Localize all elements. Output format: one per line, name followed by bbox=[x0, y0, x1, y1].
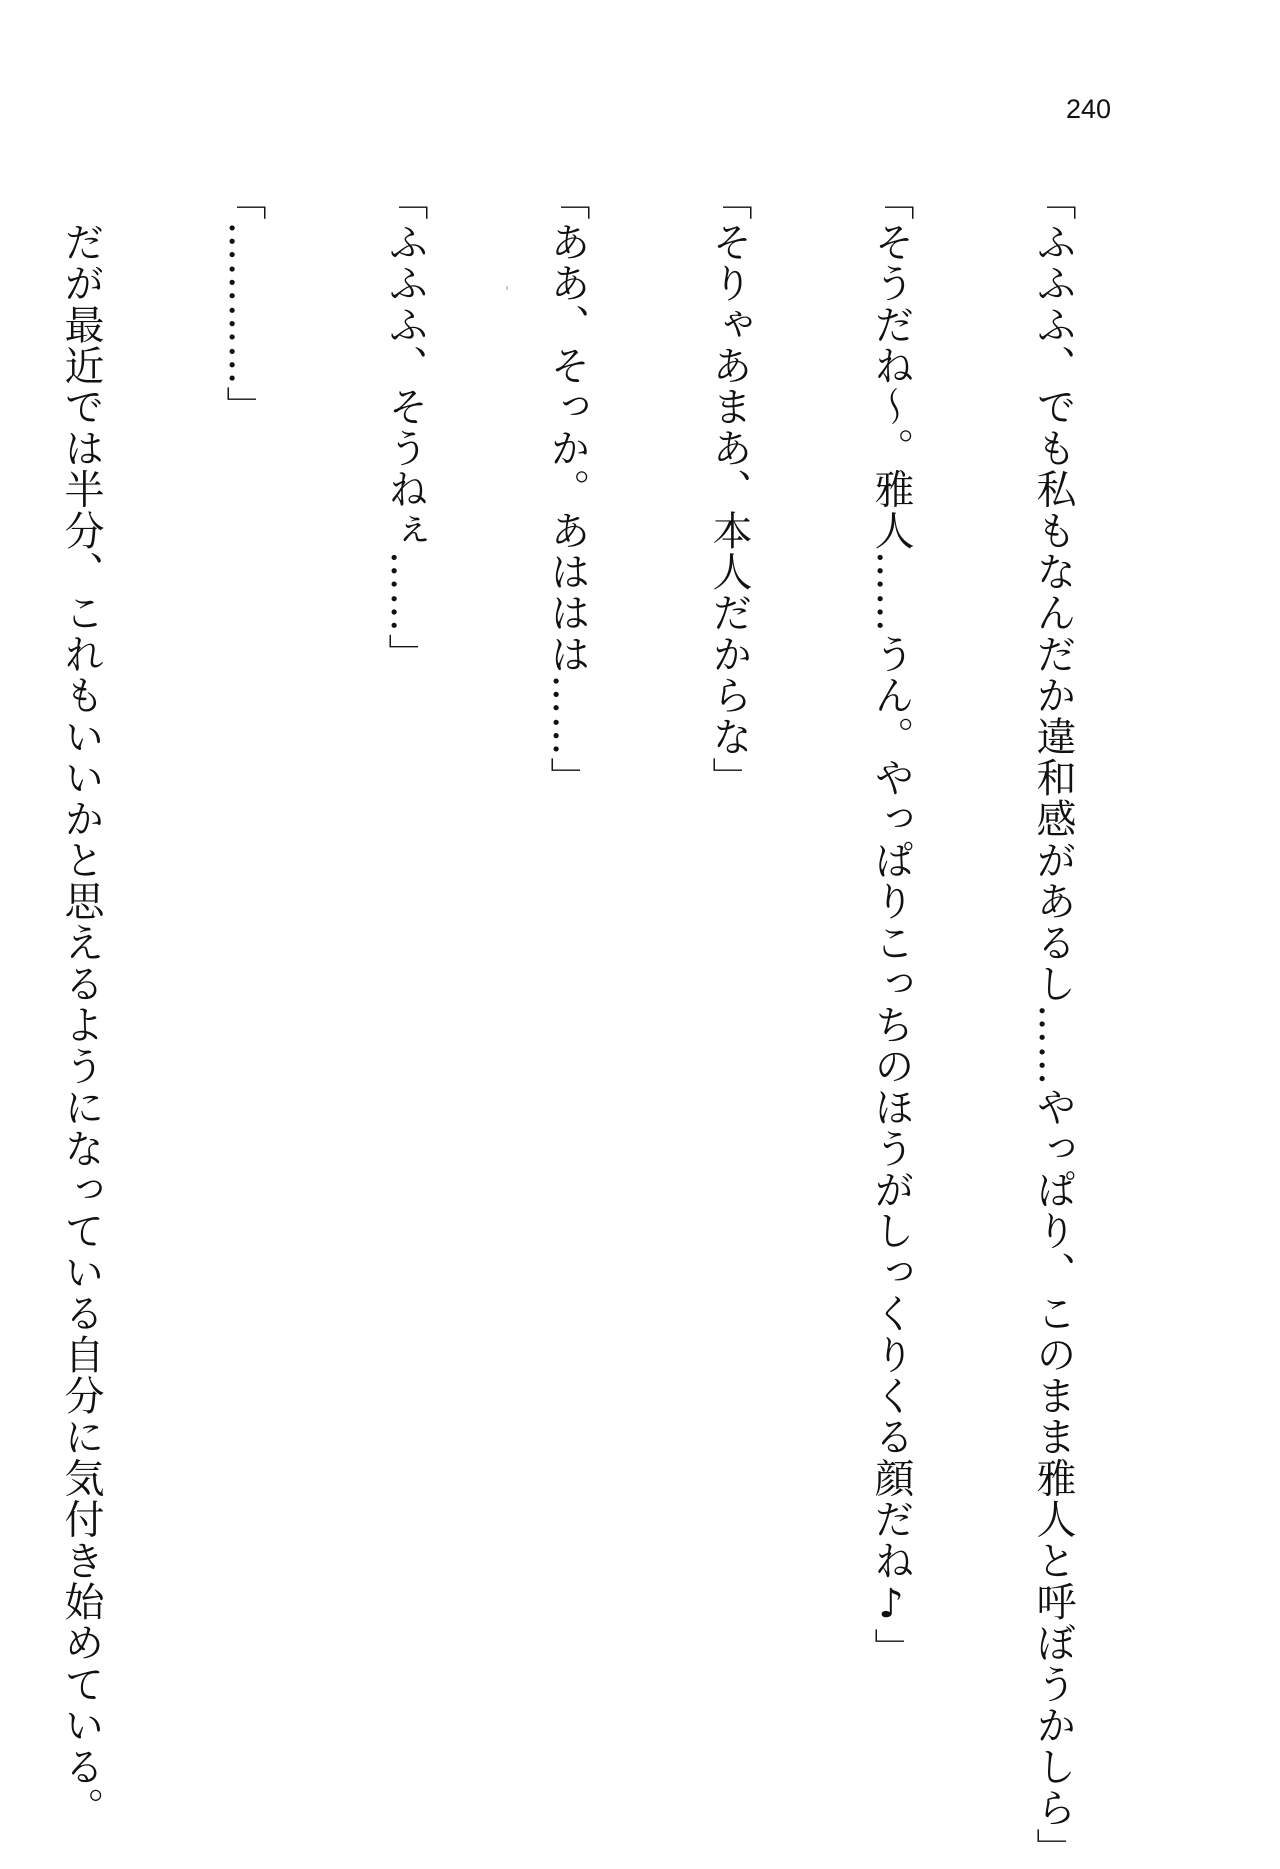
text-line: 「…………」 bbox=[220, 180, 266, 428]
text-line: 「ふふふ、でも私もなんだか違和感があるし……やっぱり、このまま雅人と呼ぼうかしら」 bbox=[1030, 180, 1076, 1869]
body-text bbox=[0, 180, 1188, 1869]
text-line: 「そりゃあまあ、本人だからな」 bbox=[706, 180, 752, 798]
page-number: 240 bbox=[1066, 94, 1112, 124]
text-line: だが最近では半分、これもいいかと思えるようになっている自分に気付き始めている。 bbox=[58, 180, 104, 1828]
text-line: 「そうだね～。雅人……うん。やっぱりこっちのほうがしっくりくる顔だね♪」 bbox=[868, 180, 914, 1670]
text-line: 「ふふふ、そうねぇ……」 bbox=[382, 180, 428, 675]
text-line: 「ああ、そっか。あははは……」 bbox=[544, 180, 590, 798]
